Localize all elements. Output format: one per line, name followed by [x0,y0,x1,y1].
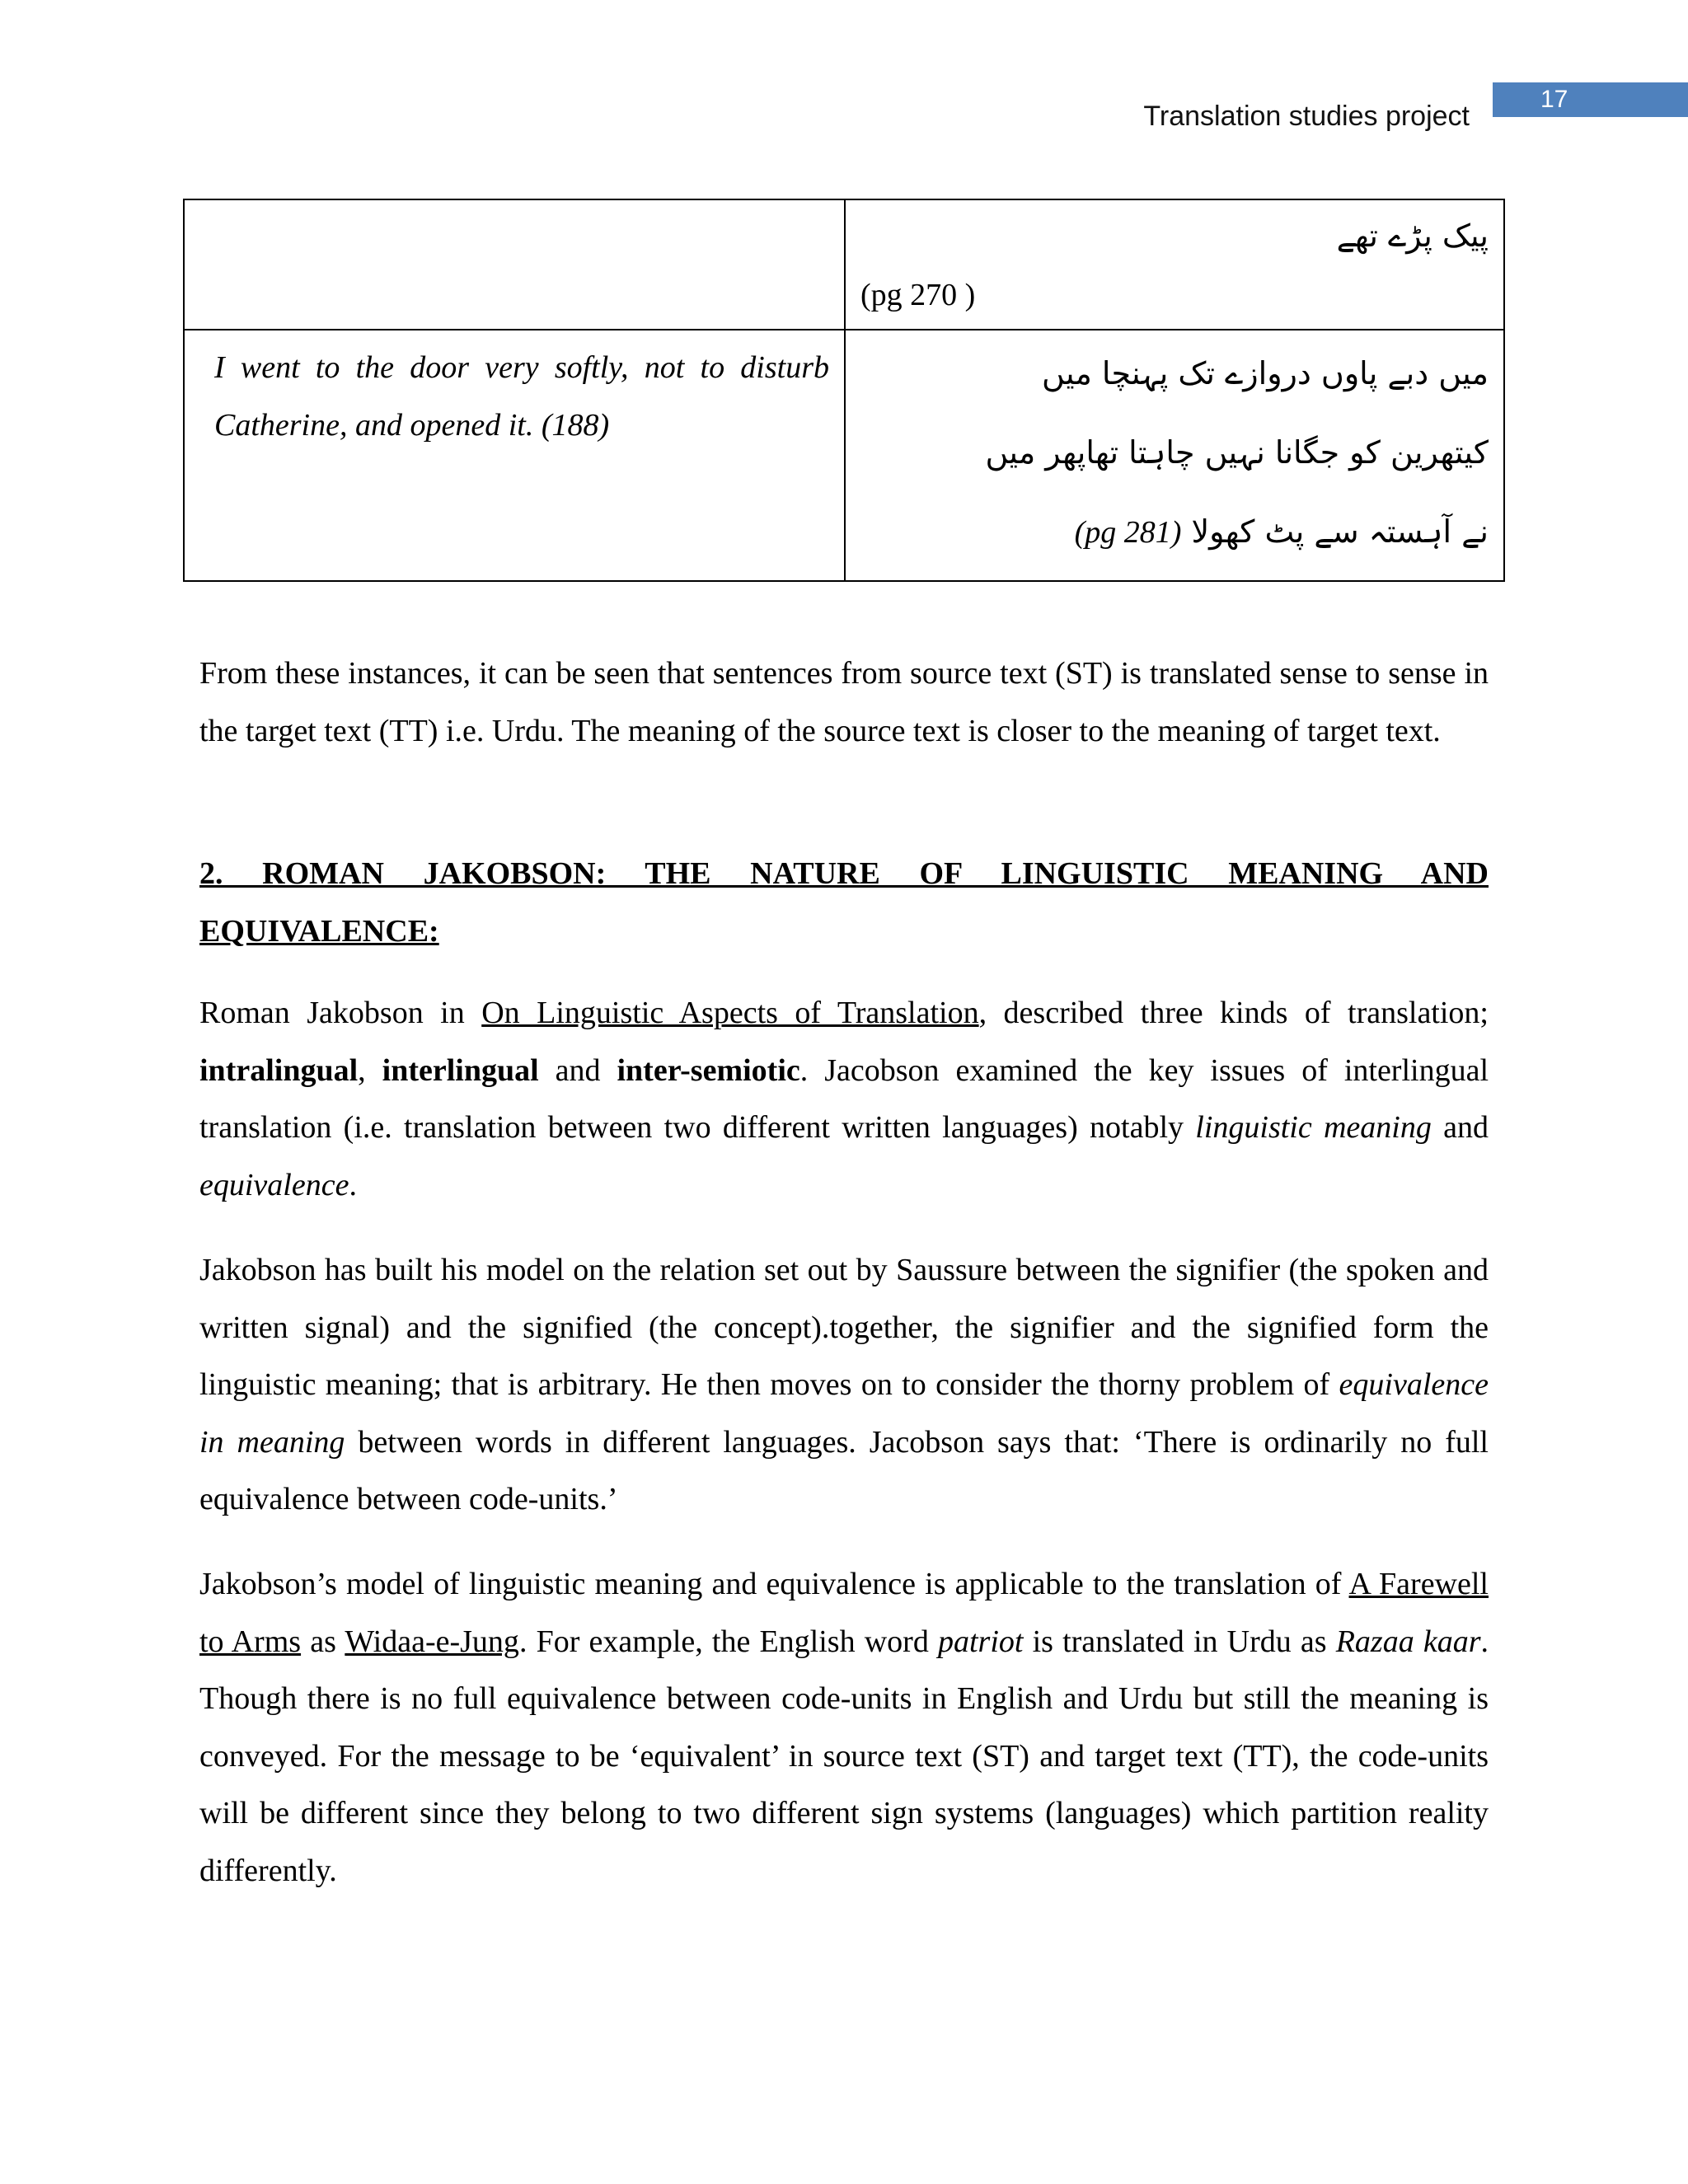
table-row [184,330,1504,581]
source-cell [184,330,845,581]
page-reference: (pg 281) [1074,515,1182,550]
paragraph: Roman Jakobson in On Linguistic Aspects of Translation, described three kinds of translation; intralingual, interlingual and inter-semiotic. Jacobson examined the key issues of interlingual translation (i.e. translation between two different written languages) notably linguistic meaning and equivalence. [199,996,1489,1202]
english-quote: I went to the door very softly, not to disturb Catherine, and opened it. (188) [214,350,829,443]
term-italic: linguistic meaning [1195,1110,1432,1145]
urdu-line: میں دبے پاوں دروازے تک پہنچا میں [1042,355,1489,391]
urdu-line [862,492,1489,572]
page-number: 17 [1540,86,1568,113]
target-cell [845,330,1504,581]
urdu-translation [846,330,1503,580]
urdu-text: پیک پڑے تھے [1336,218,1489,254]
term-italic: equivalence in meaning [199,1367,1489,1460]
book-title: Widaa-e-Jung [345,1624,519,1659]
source-cell [184,199,845,330]
book-title: A Farewell to Arms [199,1567,1489,1659]
heading-line: EQUIVALENCE: [199,913,439,949]
work-title: On Linguistic Aspects of Translation [481,996,979,1030]
table-row [184,199,1504,330]
term-bold: inter-semiotic [617,1052,800,1088]
header-title: Translation studies project [1143,101,1470,132]
page-reference: (pg 270 ) [860,278,976,312]
term-italic: patriot [937,1624,1024,1659]
term-bold: intralingual [199,1052,359,1088]
term-italic: Razaa kaar [1335,1624,1481,1659]
urdu-line: کیتھرین کو جگانا نہیں چاہتا تھاپھر میں [985,434,1489,471]
paragraph: Jakobson’s model of linguistic meaning and equivalence is applicable to the translation of A Farewell to Arms as Widaa-e-Jung. For example, the English word patriot is translated in Urdu as Razaa kaar. Though there is no full equivalence between code-units in English and Urdu but still the meaning is conveyed. For the message to be ‘equivalent’ in source text (ST) and target text (TT), the code-units will be different since they belong to two different sign systems (languages) which partition reality differently. [199,1567,1489,1888]
section-heading [199,846,1489,960]
paragraph: Jakobson has built his model on the relation set out by Saussure between the signifier (the spoken and written signal) and the signified (the concept).together, the signifier and the signified form the linguistic meaning; that is arbitrary. He then moves on to consider the thorny problem of equivalence in meaning between words in different languages. Jacobson says that: ‘There is ordinarily no full equivalence between code-units.’ [199,1253,1489,1516]
term-bold: interlingual [382,1052,539,1088]
urdu-line-text: نے آہستہ سے پٹ کھولا [1191,513,1489,550]
paragraph: From these instances, it can be seen that sentences from source text (ST) is translated sense to sense in the target text (TT) i.e. Urdu. The meaning of the source text is closer to the meaning of target text. [199,656,1489,748]
translation-table [183,199,1505,582]
target-cell [845,199,1504,330]
term-italic: equivalence [199,1167,349,1202]
heading-line: 2. ROMAN JAKOBSON: THE NATURE OF LINGUISTIC MEANING AND [199,856,1489,891]
page-number-badge [1493,82,1688,117]
